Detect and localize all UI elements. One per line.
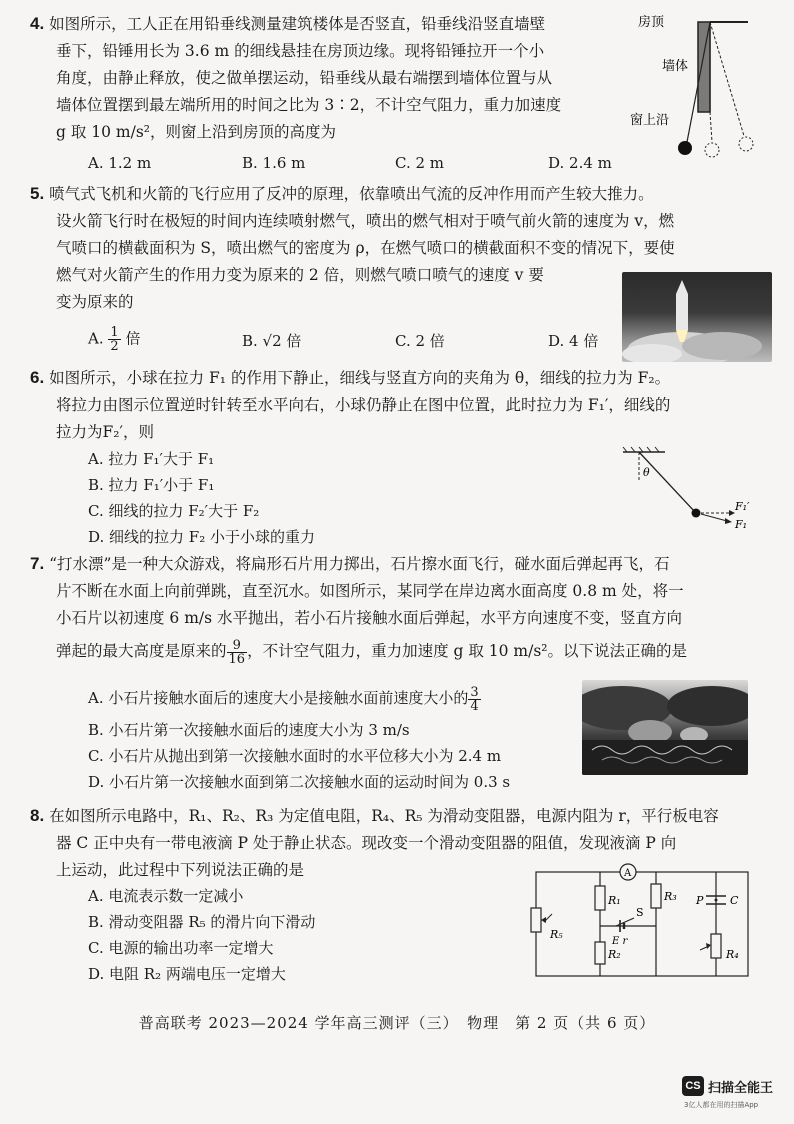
option-c: C. 细线的拉力 F₂′大于 F₂ <box>88 502 260 520</box>
scanner-tagline: 3亿人都在用的扫描App <box>684 1101 759 1109</box>
question-text-line: 角度，由静止释放，使之做单摆运动，铅垂线从最右端摆到墙体位置与从 <box>56 69 553 87</box>
option-c: C. 2 m <box>395 154 445 172</box>
fraction-one-half <box>108 326 120 353</box>
option-c: C. 电源的输出功率一定增大 <box>88 939 274 957</box>
rocket-icon <box>622 272 772 362</box>
fraction-three-quarters <box>468 686 480 713</box>
plumb-bob-left <box>678 141 692 155</box>
option-a: A. 小石片接触水面后的速度大小是接触水面前速度大小的 <box>88 689 469 707</box>
scanner-logo-icon: CS <box>682 1076 704 1096</box>
c-label: C <box>730 894 739 907</box>
circuit-diagram <box>530 858 756 984</box>
option-d: D. 4 倍 <box>548 332 599 350</box>
question-text-line: 喷气式飞机和火箭的飞行应用了反冲的原理，依靠喷出气流的反冲作用而产生较大推力。 <box>49 185 654 203</box>
question-text-line: ，不计空气阻力，重力加速度 g 取 10 m/s²。以下说法正确的是 <box>247 642 688 660</box>
question-number: 4. <box>30 14 45 33</box>
ball <box>692 509 701 518</box>
option-a: A. 电流表示数一定减小 <box>88 887 244 905</box>
wall-label: 墙体 <box>662 59 689 74</box>
fraction-denominator: 16 <box>228 651 246 667</box>
option-a-unit: 倍 <box>125 329 141 348</box>
r4-label: R₄ <box>726 948 739 961</box>
question-text-line: 上运动，此过程中下列说法正确的是 <box>56 861 305 879</box>
question-text-line: 设火箭飞行时在极短的时间内连续喷射燃气，喷出的燃气相对于喷气前火箭的速度为 v，燃 <box>56 212 675 230</box>
option-b: B. 小石片第一次接触水面后的速度大小为 3 m/s <box>88 720 410 739</box>
fraction-denominator: 4 <box>470 698 479 714</box>
plumb-line-wall <box>710 112 712 142</box>
option-a: A. 1.2 m <box>88 154 152 172</box>
question-text-line: 拉力为F₂′，则 <box>56 423 154 441</box>
option-c: C. 2 倍 <box>395 332 445 350</box>
r2-label: R₂ <box>608 948 621 961</box>
option-b: B. 1.6 m <box>242 154 306 172</box>
question-number: 5. <box>30 184 45 203</box>
question-6 <box>30 364 790 446</box>
question-8-options <box>88 883 508 991</box>
window-label: 窗上沿 <box>630 113 670 128</box>
roof-label: 房顶 <box>638 15 665 30</box>
question-text-line: 垂下，铅锤用长为 3.6 m 的细线悬挂在房顶边缘。现将铅锤拉开一个小 <box>56 42 545 60</box>
plumb-line-right <box>710 22 744 136</box>
question-6-options <box>88 446 588 554</box>
resistor-r1 <box>595 886 605 910</box>
fraction-nine-sixteenths <box>227 639 248 666</box>
option-b: B. 拉力 F₁′小于 F₁ <box>88 476 215 494</box>
question-number: 7. <box>30 554 45 573</box>
question-text-line: 小石片以初速度 6 m/s 水平抛出，若小石片接触水面后弹起，水平方向速度不变，竖直方向 <box>56 609 683 627</box>
water-splash-icon <box>582 680 748 775</box>
question-text-line: 将拉力由图示位置逆时针转至水平向右，小球仍静止在图中位置，此时拉力为 F₁′，细线的 <box>56 396 671 414</box>
option-b: B. 滑动变阻器 R₅ 的滑片向下滑动 <box>88 913 316 931</box>
page-footer: 普高联考 2023—2024 学年高三测评（三） 物理 第 2 页（共 6 页） <box>138 1014 656 1032</box>
question-text-line: 气喷口的横截面积为 S，喷出燃气的密度为 ρ，在燃气喷口的横截面积不变的情况下，要使 <box>56 239 675 257</box>
question-text-line: 如图所示，工人正在用铅垂线测量建筑楼体是否竖直，铅垂线沿竖直墙壁 <box>49 15 546 33</box>
fraction-numerator: 1 <box>110 325 119 340</box>
option-d: D. 细线的拉力 F₂ 小于小球的重力 <box>88 528 315 546</box>
scanner-name: 扫描全能王 <box>708 1081 774 1096</box>
resistor-r2 <box>595 942 605 964</box>
option-d: D. 2.4 m <box>548 154 612 172</box>
option-a-label: A. <box>88 329 104 348</box>
fraction-numerator: 9 <box>227 639 248 653</box>
pendulum-wall-figure <box>630 10 770 162</box>
question-text-line: 器 C 正中央有一带电液滴 P 处于静止状态。现改变一个滑动变阻器的阻值，发现液滴 P 向 <box>56 834 677 852</box>
rocket-launch-photo <box>622 272 772 362</box>
question-text-line: 变为原来的 <box>56 293 134 311</box>
question-7 <box>30 550 790 666</box>
question-text-line: g 取 10 m/s²，则窗上沿到房顶的高度为 <box>56 123 337 141</box>
fraction-denominator: 2 <box>110 339 119 354</box>
switch-label: S <box>636 906 644 919</box>
wall-shape <box>698 22 710 112</box>
question-number: 8. <box>30 806 45 825</box>
resistor-r3 <box>651 884 661 908</box>
question-7-options <box>88 685 588 805</box>
question-text-line: 燃气对火箭产生的作用力变为原来的 2 倍，则燃气喷口喷气的速度 v 要 <box>56 266 544 284</box>
option-d: D. 电阻 R₂ 两端电压一定增大 <box>88 965 286 983</box>
p-label: P <box>696 894 704 907</box>
option-b: B. √2 倍 <box>242 332 302 350</box>
theta-label: θ <box>643 466 650 479</box>
plumb-bob-wall <box>705 143 719 157</box>
question-number: 6. <box>30 368 45 387</box>
option-d: D. 小石片第一次接触水面到第二次接触水面的运动时间为 0.3 s <box>88 772 511 791</box>
r1-label: R₁ <box>608 894 621 907</box>
fraction-numerator: 3 <box>470 684 479 700</box>
r5-label: R₅ <box>550 928 563 941</box>
resistor-r4 <box>711 934 721 958</box>
question-text-line: 如图所示，小球在拉力 F₁ 的作用下静止，细线与竖直方向的夹角为 θ，细线的拉力为 F₂。 <box>49 369 671 387</box>
option-a <box>88 326 140 353</box>
resistor-r5 <box>531 908 541 932</box>
scanner-badge <box>682 1076 782 1116</box>
question-text-line: 墙体位置摆到最左端所用的时间之比为 3∶2，不计空气阻力，重力加速度 <box>56 96 562 114</box>
droplet-p <box>715 899 718 902</box>
question-text-line: 弹起的最大高度是原来的 <box>56 642 227 660</box>
option-c: C. 小石片从抛出到第一次接触水面时的水平位移大小为 2.4 m <box>88 746 502 765</box>
ammeter-label: A <box>624 868 632 879</box>
question-text-line: 在如图所示电路中，R₁、R₂、R₃ 为定值电阻，R₄、R₅ 为滑动变阻器，电源内阻为 r，平行板电容 <box>49 807 719 825</box>
question-text-line: 片不断在水面上向前弹跳，直至沉水。如图所示，某同学在岸边离水面高度 0.8 m 处，将一 <box>56 582 684 600</box>
source-label: E r <box>612 936 628 947</box>
plumb-bob-right <box>739 137 753 151</box>
question-text-line: “打水漂”是一种大众游戏，将扁形石片用力掷出，石片擦水面飞行，碰水面后弹起再飞，石 <box>49 555 670 573</box>
f1-label: F₁ <box>735 518 748 531</box>
question-4 <box>30 10 650 146</box>
stone-skipping-photo <box>582 680 748 775</box>
force-f1-arrow <box>701 514 727 521</box>
string-line <box>639 452 695 512</box>
option-a: A. 拉力 F₁′大于 F₁ <box>88 450 215 468</box>
f1-prime-label: F₁′ <box>735 500 750 513</box>
r3-label: R₃ <box>664 890 677 903</box>
ball-string-figure <box>615 446 765 538</box>
